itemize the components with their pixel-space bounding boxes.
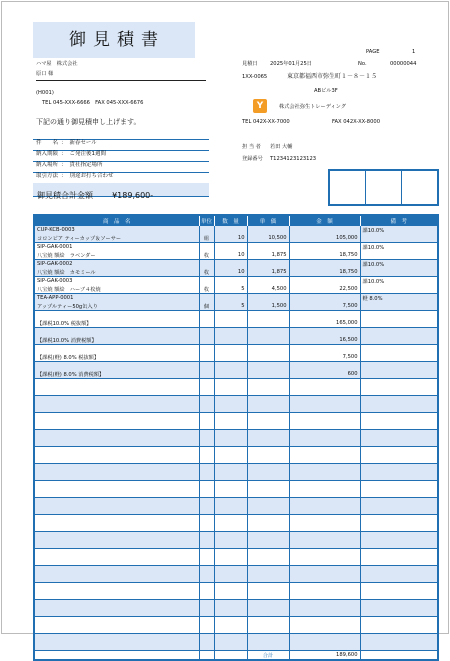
table-row (34, 438, 438, 447)
item-note: 課10.0% (360, 243, 438, 252)
quote-page (1, 1, 449, 659)
greeting-text: 下記の通り御見積申し上げます。 (36, 118, 141, 126)
condition-value: 別途お打ち合わせ (69, 173, 114, 179)
item-qty: 10 (214, 234, 247, 243)
customer-code: (H001) (36, 90, 54, 96)
stamp-box (402, 171, 437, 204)
table-row (34, 515, 438, 524)
col-header-qty: 数 量 (214, 215, 247, 226)
staff-name: 若田 大輔 (270, 144, 293, 150)
table-row (34, 600, 438, 609)
condition-row-place: 納入場所 ： 貴社指定場所 (33, 151, 209, 162)
company-logo-icon: Y (253, 99, 267, 113)
condition-value: 新春セール (69, 140, 97, 146)
stamp-box (366, 171, 402, 204)
table-total-row (34, 651, 438, 661)
col-header-price: 単 価 (247, 215, 289, 226)
item-amount: 7,500 (289, 302, 360, 311)
stamp-box (330, 171, 366, 204)
table-row (34, 608, 438, 617)
condition-value: 貴社指定場所 (69, 162, 103, 168)
quote-no: 00000044 (390, 61, 417, 67)
customer-tel-fax: TEL 045-XXX-6666 FAX 045-XXX-6676 (42, 100, 144, 106)
table-row (34, 285, 438, 294)
summary-label: 【課税10.0% 消費税額】 (34, 336, 199, 345)
table-row (34, 447, 438, 456)
item-amount: 22,500 (289, 285, 360, 294)
item-unit: 枚 (199, 268, 214, 277)
table-row (34, 430, 438, 439)
table-row (34, 311, 438, 320)
table-row (34, 617, 438, 626)
issuer-postal: 1XX-0065 (242, 74, 268, 80)
table-row (34, 489, 438, 498)
item-name: コロンビア ティーカップ＆ソーサー (34, 234, 199, 243)
quote-date: 2025年01月25日 (270, 61, 312, 67)
item-unit: 個 (199, 302, 214, 311)
item-qty: 10 (214, 268, 247, 277)
staff-label: 担 当 者 (242, 144, 261, 150)
items-table (33, 214, 439, 661)
summary-row (34, 370, 438, 379)
summary-label: 【課税(軽) 8.0% 税抜額】 (34, 353, 199, 362)
title-box (33, 22, 195, 58)
table-row (34, 294, 438, 303)
item-unit: 組 (199, 234, 214, 243)
table-row (34, 260, 438, 269)
condition-label: 納入期限 (36, 151, 59, 157)
table-row (34, 387, 438, 396)
table-row (34, 549, 438, 558)
item-price: 1,875 (247, 251, 289, 260)
table-row (34, 396, 438, 405)
table-row (34, 557, 438, 566)
table-row (34, 642, 438, 651)
item-qty: 5 (214, 302, 247, 311)
customer-person: 原口 様 (36, 71, 54, 77)
item-code: TEA-APP-0001 (34, 294, 199, 303)
item-amount: 18,750 (289, 268, 360, 277)
grand-total-box (33, 183, 209, 200)
item-price: 1,875 (247, 268, 289, 277)
table-row (34, 540, 438, 549)
table-row (34, 464, 438, 473)
condition-row-deadline: 納入期限 ： ご発注後1週間 (33, 140, 209, 151)
item-note: 課10.0% (360, 226, 438, 234)
summary-row (34, 319, 438, 328)
table-total-label: 合計 (247, 651, 289, 661)
item-note: 軽 8.0% (360, 294, 438, 303)
grand-total-amount: ¥189,600- (112, 191, 154, 200)
item-code: CUP-KCB-0003 (34, 226, 199, 234)
table-row (34, 583, 438, 592)
item-code: SIP-GAK-0002 (34, 260, 199, 269)
issuer-company: 株式会社弥生トレーディング (279, 104, 346, 110)
item-note: 課10.0% (360, 260, 438, 269)
page-number: 1 (412, 49, 416, 55)
approval-stamp-boxes (328, 169, 439, 206)
item-qty: 5 (214, 285, 247, 294)
table-row (34, 625, 438, 634)
quote-no-label: No. (358, 61, 367, 67)
customer-underline (36, 80, 206, 81)
grand-total-label: 御見積合計金額 (37, 191, 93, 200)
item-price: 1,500 (247, 302, 289, 311)
reg-label: 登録番号 (242, 156, 263, 162)
table-row (34, 591, 438, 600)
table-row (34, 362, 438, 371)
item-name: 八宝焼 額絵 ハーブ４枚焼 (34, 285, 199, 294)
issuer-address: 東京都福西市弥生町１－８－１５ (287, 73, 378, 80)
table-row (34, 574, 438, 583)
item-price: 10,500 (247, 234, 289, 243)
summary-amount: 600 (289, 370, 360, 379)
condition-label: 取引方法 (36, 173, 59, 179)
table-row (34, 302, 438, 311)
table-row (34, 455, 438, 464)
table-row (34, 234, 438, 243)
col-header-note: 備 考 (360, 215, 438, 226)
item-code: SIP-GAK-0001 (34, 243, 199, 252)
condition-row-subject: 件 名 ： 新春セール (33, 129, 209, 140)
table-row (34, 251, 438, 260)
customer-company: ハマ屋 株式会社 (36, 61, 78, 67)
table-row (34, 413, 438, 422)
condition-row-method: 取引方法 ： 別途お打ち合わせ (33, 162, 209, 173)
issuer-building: ABビル3F (314, 88, 338, 94)
issuer-tel: TEL 042X-XX-7000 (242, 119, 290, 125)
table-row (34, 243, 438, 252)
summary-label: 【課税10.0% 税抜額】 (34, 319, 199, 328)
table-row (34, 404, 438, 413)
condition-label: 件 名 (36, 140, 59, 146)
table-row (34, 379, 438, 388)
col-header-unit: 単位 (199, 215, 214, 226)
table-row (34, 268, 438, 277)
item-name: 八宝焼 額絵 カモミール (34, 268, 199, 277)
quote-date-label: 見積日 (242, 61, 258, 67)
page-title: 御見積書 (69, 30, 165, 50)
table-row (34, 277, 438, 286)
item-price: 4,500 (247, 285, 289, 294)
page-label: PAGE (366, 49, 380, 55)
item-note: 課10.0% (360, 277, 438, 286)
table-row (34, 532, 438, 541)
item-code: SIP-GAK-0003 (34, 277, 199, 286)
item-unit: 枚 (199, 285, 214, 294)
table-row (34, 498, 438, 507)
table-row (34, 328, 438, 337)
condition-label: 納入場所 (36, 162, 59, 168)
item-amount: 18,750 (289, 251, 360, 260)
item-amount: 105,000 (289, 234, 360, 243)
condition-value: ご発注後1週間 (69, 151, 107, 157)
table-row (34, 472, 438, 481)
table-row (34, 566, 438, 575)
table-row (34, 226, 438, 234)
summary-row (34, 353, 438, 362)
table-row (34, 523, 438, 532)
col-header-amount: 金 額 (289, 215, 360, 226)
summary-amount: 7,500 (289, 353, 360, 362)
table-row (34, 506, 438, 515)
col-header-item: 商 品 名 (34, 215, 199, 226)
table-row (34, 345, 438, 354)
table-row (34, 481, 438, 490)
summary-label: 【課税(軽) 8.0% 消費税額】 (34, 370, 199, 379)
reg-number: T1234123123123 (270, 156, 317, 162)
table-total-amount: 189,600 (289, 651, 360, 661)
summary-amount: 165,000 (289, 319, 360, 328)
item-name: アップルティー50g缶入り (34, 302, 199, 311)
summary-row (34, 336, 438, 345)
table-row (34, 421, 438, 430)
item-unit: 枚 (199, 251, 214, 260)
issuer-fax: FAX 042X-XX-8000 (332, 119, 380, 125)
table-header-row (34, 215, 438, 226)
summary-amount: 16,500 (289, 336, 360, 345)
item-name: 八宝焼 額絵 ラベンダー (34, 251, 199, 260)
item-qty: 10 (214, 251, 247, 260)
